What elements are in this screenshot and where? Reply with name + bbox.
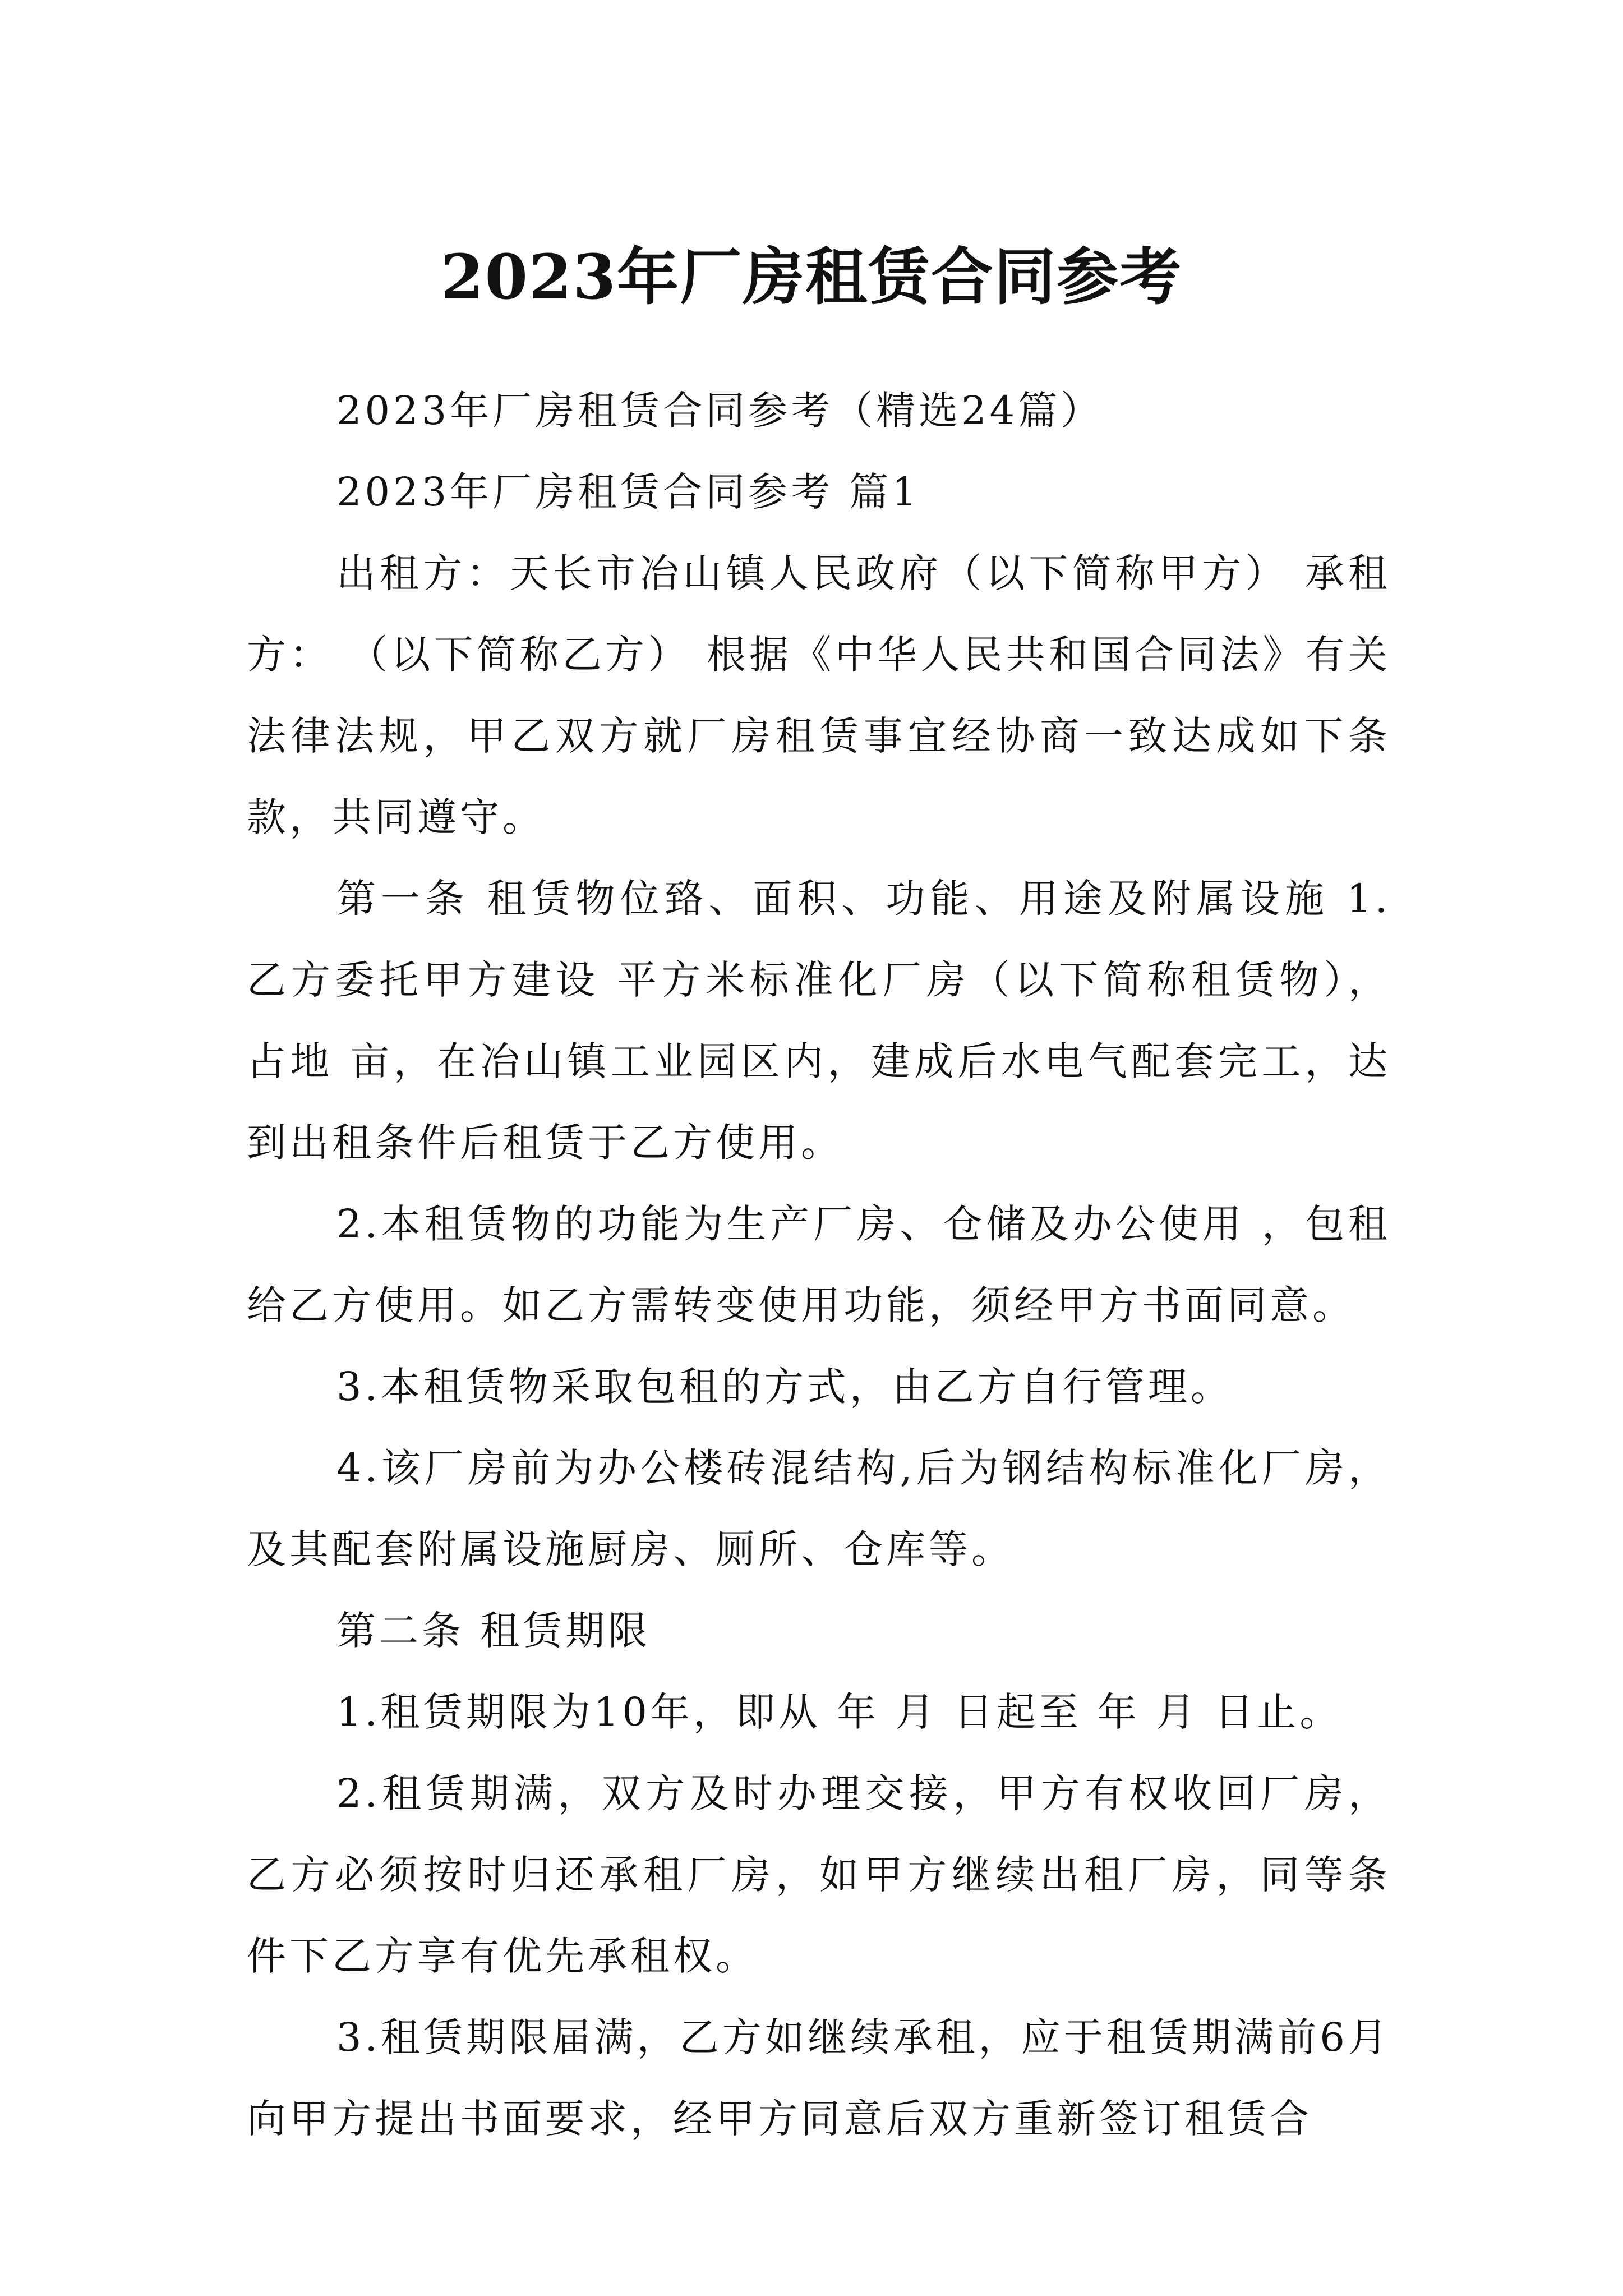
paragraph-article-1-item-4: 4.该厂房前为办公楼砖混结构,后为钢结构标准化厂房，及其配套附属设施厨房、厕所、仓库等。: [247, 1445, 1391, 1572]
paragraph-article-2-heading: 第二条 租赁期限: [336, 1608, 651, 1654]
paragraph-article-1-item-3: 3.本租赁物采取包租的方式，由乙方自行管理。: [336, 1364, 1233, 1410]
document-title: 2023年厂房租赁合同参考: [440, 240, 1183, 313]
paragraph-article-2-item-3: 3.租赁期限届满，乙方如继续承租，应于租赁期满前6月向甲方提出书面要求，经甲方同意后双方重新签订租赁合: [247, 2014, 1391, 2142]
paragraph-article-1: 第一条 租赁物位臵、面积、功能、用途及附属设施 1.乙方委托甲方建设 平方米标准化厂房（以下简称租赁物），占地 亩，在冶山镇工业园区内，建成后水电气配套完工，达到出租条件后租赁于乙方使用。: [247, 876, 1391, 1166]
paragraph-section-heading: 2023年厂房租赁合同参考 篇1: [336, 469, 920, 515]
paragraph-article-2-item-2: 2.租赁期满，双方及时办理交接，甲方有权收回厂房，乙方必须按时归还承租厂房，如甲方继续出租厂房，同等条件下乙方享有优先承租权。: [247, 1770, 1391, 1979]
document-body: [247, 370, 1391, 2160]
paragraph-article-1-item-2: 2.本租赁物的功能为生产厂房、仓储及办公使用 ，包租给乙方使用。如乙方需转变使用功能，须经甲方书面同意。: [247, 1201, 1391, 1328]
paragraph-subtitle: 2023年厂房租赁合同参考（精选24篇）: [336, 388, 1104, 434]
paragraph-parties: 出租方：天长市冶山镇人民政府（以下简称甲方） 承租方： （以下简称乙方） 根据《中华人民共和国合同法》有关法律法规，甲乙双方就厂房租赁事宜经协商一致达成如下条款，共同遵守。: [247, 550, 1391, 840]
paragraph-article-2-item-1: 1.租赁期限为10年，即从 年 月 日起至 年 月 日止。: [336, 1689, 1343, 1735]
